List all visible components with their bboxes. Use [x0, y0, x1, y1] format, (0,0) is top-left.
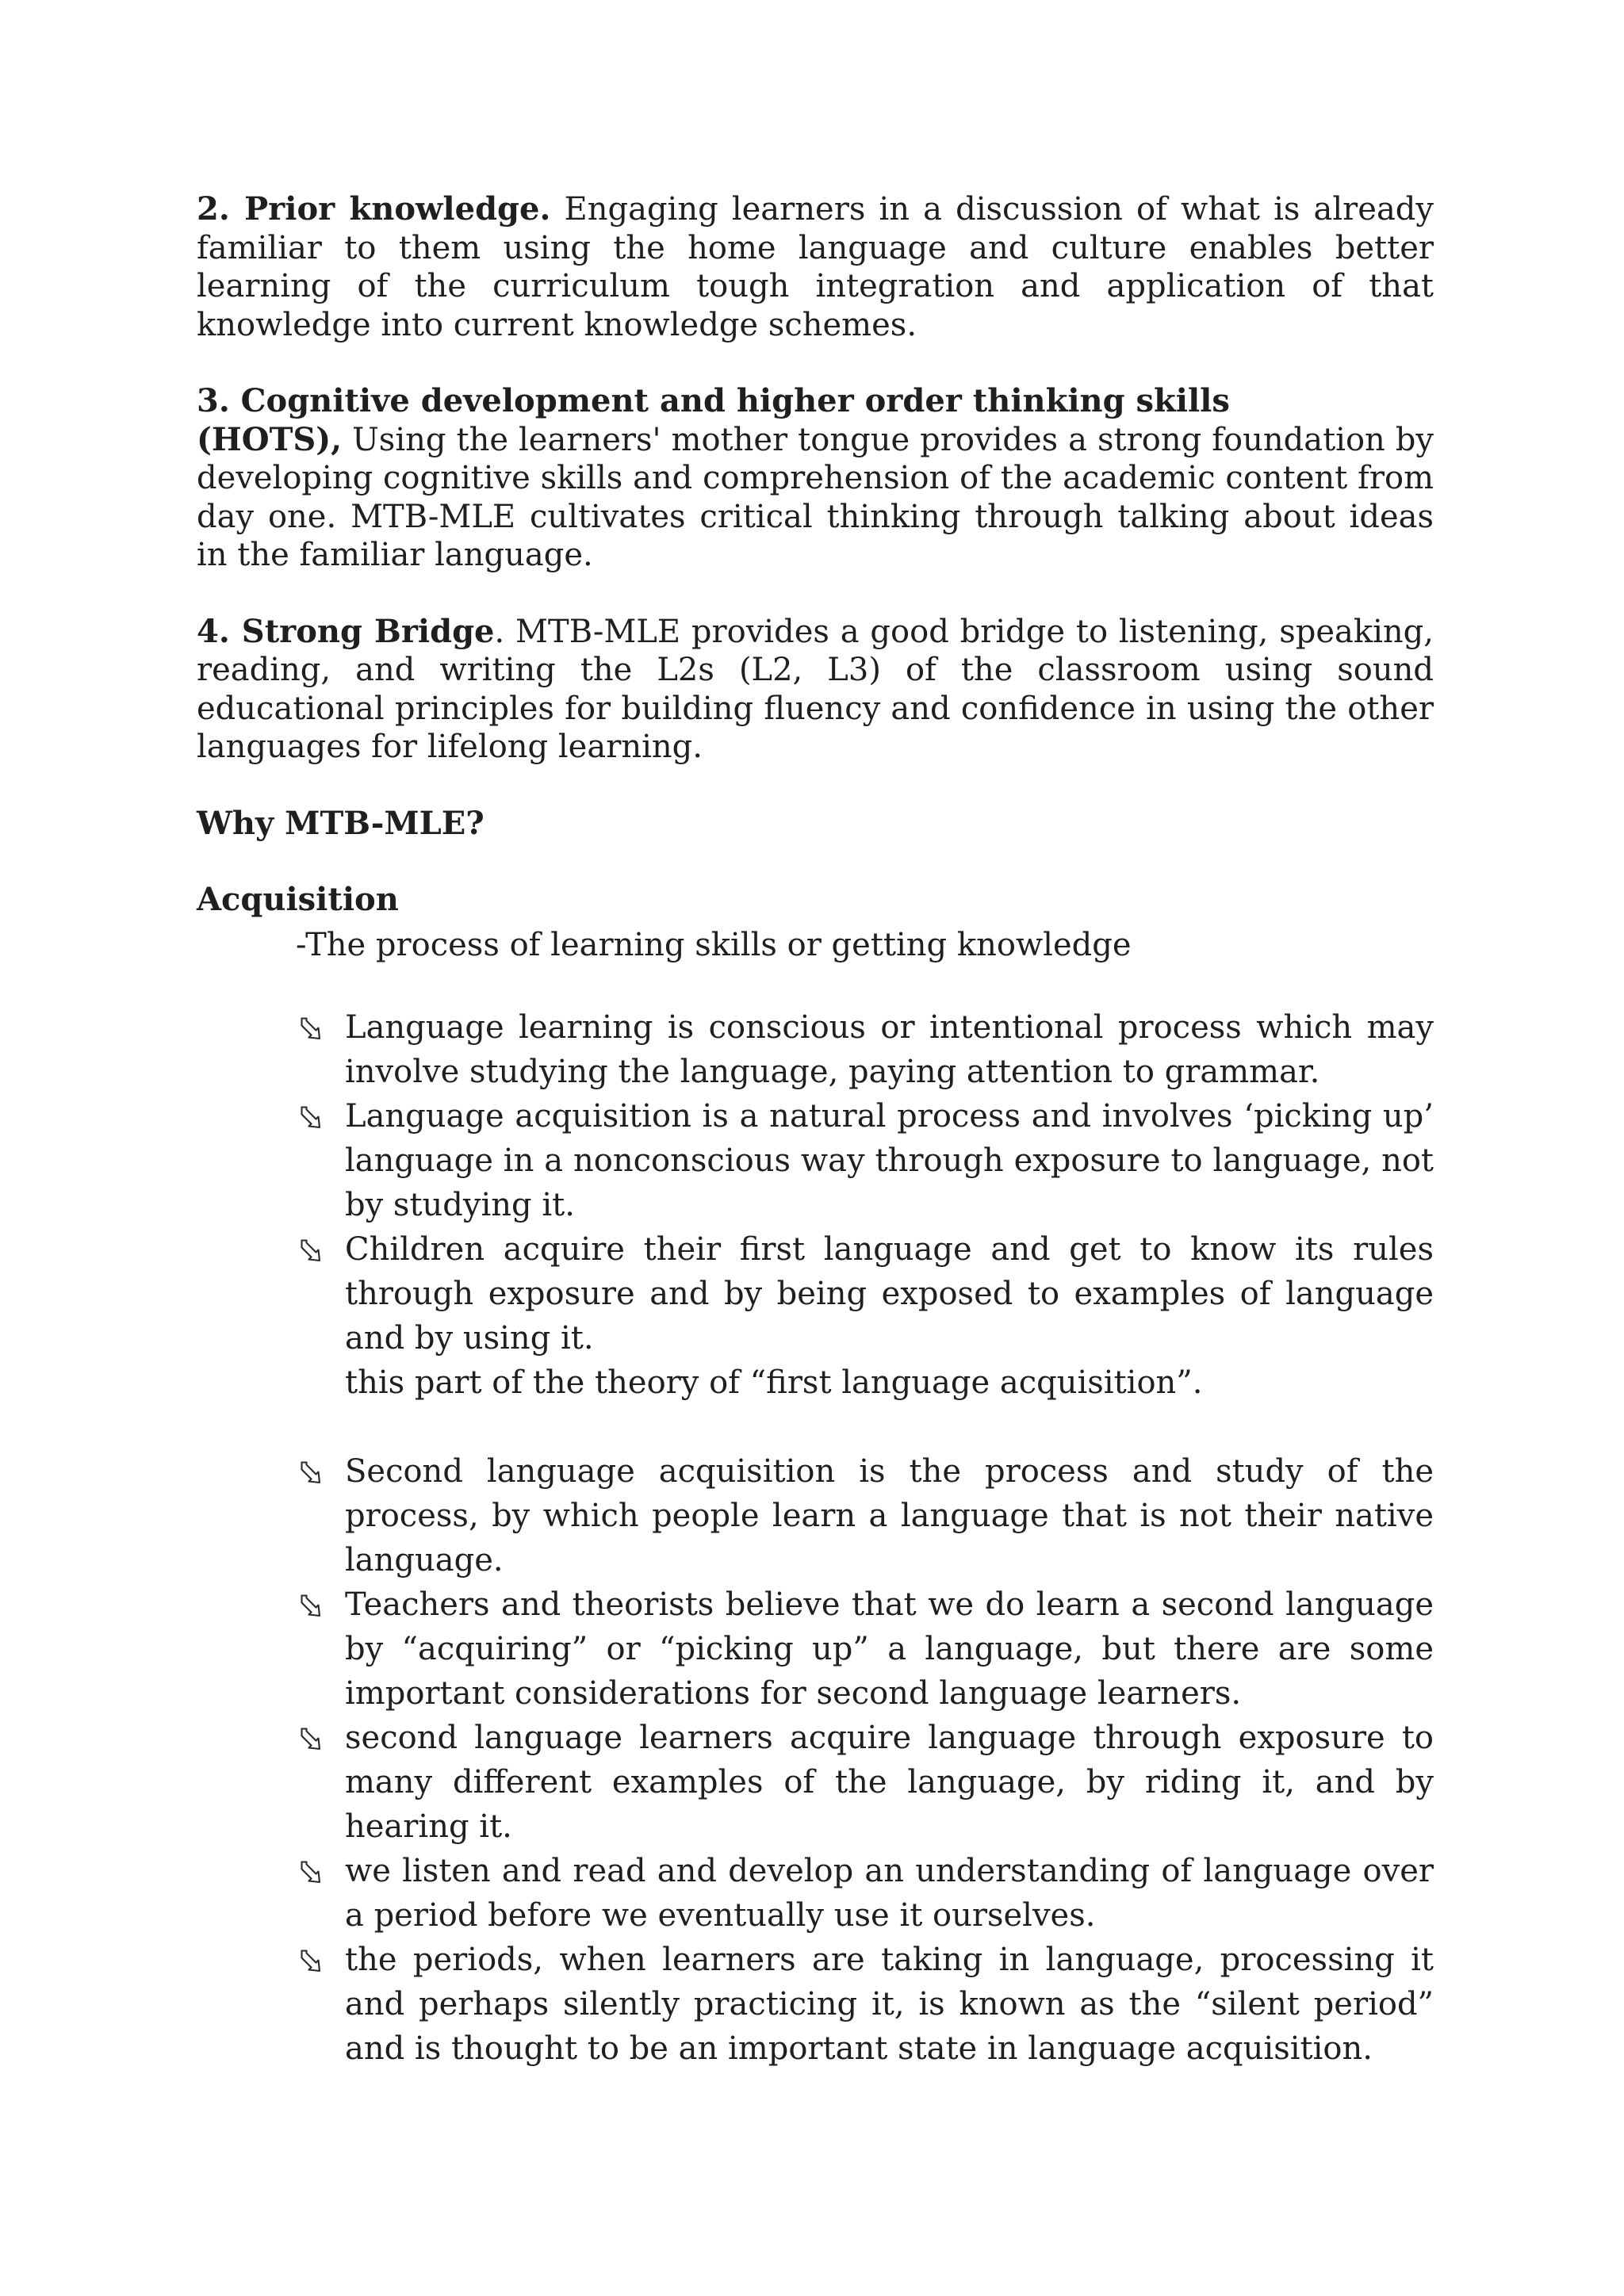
bullet-text: Teachers and theorists believe that we do learn a second language by “acquiring” or “picking up” a language, but there are some important considerations for second language learners. [345, 1586, 1434, 1712]
bullet-item [296, 1227, 1434, 1360]
strong-bridge-label: 4. Strong Bridge [197, 612, 495, 650]
hollow-arrow-icon [296, 1459, 324, 1487]
hollow-arrow-icon [296, 1237, 324, 1265]
bullet-item [296, 1005, 1434, 1094]
bullet-item [296, 1582, 1434, 1716]
first-language-continuation: this part of the theory of “first language acquisition”. [345, 1364, 1203, 1401]
acquisition-heading: Acquisition [197, 881, 399, 918]
hollow-arrow-icon [296, 1592, 324, 1621]
paragraph-cognitive [197, 421, 1434, 575]
prior-knowledge-text: Engaging learners in a discussion of what is already familiar to them using the home language and culture enables better learning of the curriculum tough integration and application of that knowledge into current knowledge schemes. [197, 191, 1434, 343]
cognitive-text: Using the learners' mother tongue provides a strong foundation by developing cognitive skills and comprehension of the academic content from day one. MTB-MLE cultivates critical thinking through talking about ideas in the familiar language. [197, 421, 1434, 573]
bullet-text: Language learning is conscious or intentional process which may involve studying the language, paying attention to grammar. [345, 1009, 1434, 1090]
hollow-arrow-icon [296, 1015, 324, 1043]
strong-bridge-text: . MTB-MLE provides a good bridge to listening, speaking, reading, and writing the L2s (L2, L3) of the classroom using sound educational principles for building fluency and confidence in using the other languages for lifelong learning. [197, 613, 1434, 765]
cognitive-heading: 3. Cognitive development and higher order thinking skills [197, 382, 1230, 419]
hollow-arrow-icon [296, 1104, 324, 1132]
paragraph-strong-bridge [197, 613, 1434, 767]
prior-knowledge-label: 2. Prior knowledge. [197, 190, 551, 228]
bullet-text: second language learners acquire language through exposure to many different examples of the language, by riding it, and by hearing it. [345, 1720, 1434, 1845]
bullet-item [296, 1449, 1434, 1582]
document-page [197, 190, 1434, 2071]
hollow-arrow-icon [296, 1725, 324, 1754]
paragraph-prior-knowledge [197, 190, 1434, 344]
hollow-arrow-icon [296, 1858, 324, 1887]
bullet-item [296, 1938, 1434, 2071]
bullet-list-second-language [197, 1449, 1434, 2071]
bullet-text: the periods, when learners are taking in language, processing it and perhaps silently practicing it, is known as the “silent period” and is thought to be an important state in language acquisition. [345, 1942, 1434, 2067]
bullet-text: Second language acquisition is the process and study of the process, by which people learn a language that is not their native language. [345, 1453, 1434, 1578]
why-mtb-mle-heading: Why MTB-MLE? [197, 804, 485, 842]
bullet-text: Language acquisition is a natural process and involves ‘picking up’ language in a nonconscious way through exposure to language, not by studying it. [345, 1098, 1434, 1223]
hollow-arrow-icon [296, 1947, 324, 1976]
hots-label: (HOTS), [197, 420, 343, 458]
bullet-list-first-language [197, 1005, 1434, 1360]
bullet-text: we listen and read and develop an understanding of language over a period before we eventually use it ourselves. [345, 1853, 1434, 1934]
acquisition-definition: -The process of learning skills or getting knowledge [296, 926, 1132, 963]
bullet-text: Children acquire their first language and get to know its rules through exposure and by being exposed to examples of language and by using it. [345, 1231, 1434, 1357]
bullet-item [296, 1716, 1434, 1849]
bullet-item [296, 1849, 1434, 1938]
bullet-item [296, 1094, 1434, 1227]
